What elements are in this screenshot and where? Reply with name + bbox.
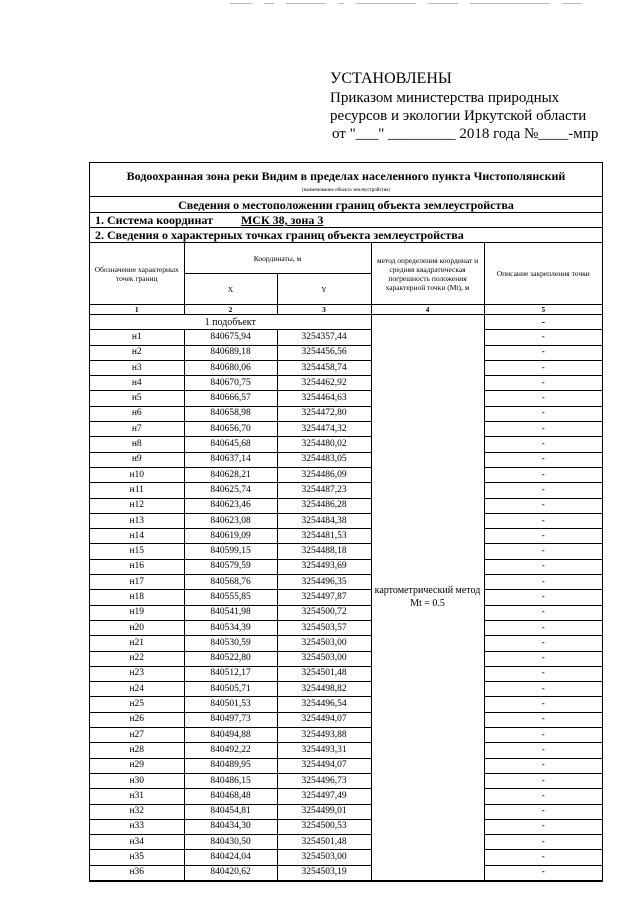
coord-y: 3254494,07: [277, 712, 371, 727]
table-row: [90, 666, 602, 681]
table-row: [90, 590, 602, 605]
col-number: 3: [277, 305, 371, 315]
coord-y: 3254458,74: [277, 360, 371, 375]
point-description: -: [484, 376, 602, 391]
point-id: н19: [90, 605, 184, 620]
point-description: -: [484, 743, 602, 758]
point-id: н22: [90, 651, 184, 666]
table-row: [90, 529, 602, 544]
table-row: [90, 575, 602, 590]
coord-x: 840625,74: [184, 483, 277, 498]
point-description: -: [484, 437, 602, 452]
coord-x: 840512,17: [184, 666, 277, 681]
coord-x: 840497,73: [184, 712, 277, 727]
coord-x: 840534,39: [184, 620, 277, 635]
point-description: -: [484, 498, 602, 513]
point-id: н1: [90, 330, 184, 345]
coord-y: 3254493,69: [277, 559, 371, 574]
subobject-row: [90, 315, 602, 330]
point-description: -: [484, 360, 602, 375]
table-row: [90, 835, 602, 850]
coord-x: 840522,80: [184, 651, 277, 666]
coord-system-row: [90, 213, 602, 228]
point-description: -: [484, 391, 602, 406]
table-row: [90, 651, 602, 666]
table-row: [90, 728, 602, 743]
point-description: -: [484, 513, 602, 528]
coord-x: 840628,21: [184, 467, 277, 482]
col-number: 5: [484, 305, 602, 315]
point-id: н30: [90, 773, 184, 788]
coord-x: 840666,57: [184, 391, 277, 406]
coord-y: 3254474,32: [277, 422, 371, 437]
document-title: Водоохранная зона реки Видим в пределах населенного пункта Чистополянский: [126, 169, 566, 183]
point-description: -: [484, 819, 602, 834]
point-id: н16: [90, 559, 184, 574]
point-id: н28: [90, 743, 184, 758]
coord-x: 840468,48: [184, 789, 277, 804]
coord-y: 3254500,72: [277, 605, 371, 620]
coord-y: 3254488,18: [277, 544, 371, 559]
coord-x: 840492,22: [184, 743, 277, 758]
point-description: -: [484, 728, 602, 743]
coord-x: 840623,46: [184, 498, 277, 513]
coord-x: 840623,08: [184, 513, 277, 528]
point-id: н24: [90, 682, 184, 697]
coord-y: 3254487,23: [277, 483, 371, 498]
coord-y: 3254486,09: [277, 467, 371, 482]
method-cell: картометрический метод Mt = 0.5: [371, 315, 484, 881]
point-id: н26: [90, 712, 184, 727]
table-row: [90, 620, 602, 635]
point-description: -: [484, 697, 602, 712]
coord-y: 3254496,73: [277, 773, 371, 788]
coord-x: 840486,15: [184, 773, 277, 788]
point-id: н2: [90, 345, 184, 360]
coord-y: 3254501,48: [277, 835, 371, 850]
point-id: н15: [90, 544, 184, 559]
table-row: [90, 452, 602, 467]
document-title-row: [90, 163, 602, 197]
coord-x: 840430,50: [184, 835, 277, 850]
coord-y: 3254462,92: [277, 376, 371, 391]
table-row: [90, 682, 602, 697]
coord-x: 840619,09: [184, 529, 277, 544]
point-id: н6: [90, 406, 184, 421]
point-id: н8: [90, 437, 184, 452]
coord-x: 840599,15: [184, 544, 277, 559]
coord-y: 3254493,31: [277, 743, 371, 758]
point-id: н9: [90, 452, 184, 467]
coord-y: 3254357,44: [277, 330, 371, 345]
coord-x: 840489,95: [184, 758, 277, 773]
point-description: -: [484, 406, 602, 421]
coord-y: 3254497,49: [277, 789, 371, 804]
coord-y: 3254496,35: [277, 575, 371, 590]
coord-x: 840675,94: [184, 330, 277, 345]
coord-x: 840541,98: [184, 605, 277, 620]
point-description: -: [484, 345, 602, 360]
header-method: метод определения координат и средняя квадратическая погрешность положения характерной точки (Mt), м: [371, 243, 484, 305]
header-description: Описание закрепления точки: [484, 243, 602, 305]
point-id: н13: [90, 513, 184, 528]
point-description: -: [484, 575, 602, 590]
table-row: [90, 559, 602, 574]
table-row: [90, 850, 602, 865]
coord-y: 3254497,87: [277, 590, 371, 605]
point-id: н18: [90, 590, 184, 605]
coord-y: 3254498,82: [277, 682, 371, 697]
approval-line-3: от "___" _________ 2018 года №____-мпр: [332, 126, 599, 142]
point-description: -: [484, 529, 602, 544]
subobject-description: -: [484, 315, 602, 330]
table-row: [90, 437, 602, 452]
point-description: -: [484, 789, 602, 804]
point-description: -: [484, 422, 602, 437]
coord-system-value: МСК 38, зона 3: [240, 213, 324, 227]
coord-x: 840637,14: [184, 452, 277, 467]
coord-y: 3254501,48: [277, 666, 371, 681]
point-id: н3: [90, 360, 184, 375]
coord-x: 840420,62: [184, 865, 277, 880]
subobject-label: 1 подобъект: [90, 315, 371, 330]
coord-y: 3254503,00: [277, 636, 371, 651]
scan-artifacts: [230, 3, 610, 7]
boundary-sheet: [89, 162, 603, 882]
table-row: [90, 636, 602, 651]
point-id: н12: [90, 498, 184, 513]
coord-y: 3254499,01: [277, 804, 371, 819]
coord-x: 840530,59: [184, 636, 277, 651]
table-row: [90, 483, 602, 498]
point-id: н17: [90, 575, 184, 590]
table-row: [90, 605, 602, 620]
coord-y: 3254503,19: [277, 865, 371, 880]
coord-x: 840656,70: [184, 422, 277, 437]
header-y: Y: [277, 274, 371, 305]
coord-y: 3254464,63: [277, 391, 371, 406]
coord-y: 3254480,02: [277, 437, 371, 452]
point-id: н34: [90, 835, 184, 850]
point-description: -: [484, 636, 602, 651]
table-row: [90, 376, 602, 391]
header-coords: Координаты, м: [184, 243, 371, 274]
point-id: н4: [90, 376, 184, 391]
table-row: [90, 758, 602, 773]
coord-y: 3254503,00: [277, 651, 371, 666]
col-number: 2: [184, 305, 277, 315]
point-description: -: [484, 544, 602, 559]
point-id: н14: [90, 529, 184, 544]
table-row: [90, 391, 602, 406]
point-description: -: [484, 590, 602, 605]
coord-x: 840689,18: [184, 345, 277, 360]
coord-x: 840658,98: [184, 406, 277, 421]
point-description: -: [484, 712, 602, 727]
point-id: н23: [90, 666, 184, 681]
coord-x: 840454,81: [184, 804, 277, 819]
coord-y: 3254496,54: [277, 697, 371, 712]
point-id: н33: [90, 819, 184, 834]
point-id: н20: [90, 620, 184, 635]
coord-y: 3254472,80: [277, 406, 371, 421]
coord-y: 3254484,38: [277, 513, 371, 528]
coord-y: 3254500,53: [277, 819, 371, 834]
point-description: -: [484, 835, 602, 850]
table-row: [90, 498, 602, 513]
point-description: -: [484, 773, 602, 788]
point-id: н7: [90, 422, 184, 437]
point-description: -: [484, 682, 602, 697]
table-row: [90, 804, 602, 819]
point-id: н10: [90, 467, 184, 482]
table-row: [90, 712, 602, 727]
coord-x: 840670,75: [184, 376, 277, 391]
coord-x: 840434,30: [184, 819, 277, 834]
approval-line-2: ресурсов и экологии Иркутской области: [330, 108, 587, 124]
table-row: [90, 789, 602, 804]
point-description: -: [484, 651, 602, 666]
point-description: -: [484, 330, 602, 345]
header-x: X: [184, 274, 277, 305]
coord-x: 840680,06: [184, 360, 277, 375]
point-description: -: [484, 666, 602, 681]
coord-x: 840505,71: [184, 682, 277, 697]
point-description: -: [484, 758, 602, 773]
table-row: [90, 697, 602, 712]
table-row: [90, 467, 602, 482]
coord-x: 840494,88: [184, 728, 277, 743]
point-description: -: [484, 483, 602, 498]
point-id: н5: [90, 391, 184, 406]
point-id: н31: [90, 789, 184, 804]
points-section-title: 2. Сведения о характерных точках границ объекта землеустройства: [90, 228, 602, 243]
coord-x: 840645,68: [184, 437, 277, 452]
point-description: -: [484, 452, 602, 467]
point-id: н21: [90, 636, 184, 651]
coord-y: 3254503,00: [277, 850, 371, 865]
table-row: [90, 544, 602, 559]
coord-x: 840501,53: [184, 697, 277, 712]
table-row: [90, 360, 602, 375]
approval-title: УСТАНОВЛЕНЫ: [330, 70, 452, 87]
col-number: 1: [90, 305, 184, 315]
table-row: [90, 513, 602, 528]
coord-y: 3254494,07: [277, 758, 371, 773]
point-id: н11: [90, 483, 184, 498]
table-row: [90, 345, 602, 360]
point-description: -: [484, 850, 602, 865]
col-number: 4: [371, 305, 484, 315]
point-id: н32: [90, 804, 184, 819]
point-description: -: [484, 467, 602, 482]
point-description: -: [484, 605, 602, 620]
point-id: н27: [90, 728, 184, 743]
table-row: [90, 773, 602, 788]
coord-y: 3254486,28: [277, 498, 371, 513]
section-title: Сведения о местоположении границ объекта землеустройства: [90, 197, 602, 213]
point-description: -: [484, 865, 602, 880]
approval-line-1: Приказом министерства природных: [330, 90, 560, 106]
coord-y: 3254481,53: [277, 529, 371, 544]
table-row: [90, 330, 602, 345]
point-description: -: [484, 620, 602, 635]
coord-x: 840568,76: [184, 575, 277, 590]
point-id: н29: [90, 758, 184, 773]
point-id: н25: [90, 697, 184, 712]
points-table: [90, 243, 602, 881]
point-description: -: [484, 559, 602, 574]
document-title-note: (наименование объекта землеустройства): [301, 188, 391, 193]
table-row: [90, 865, 602, 880]
coord-x: 840579,59: [184, 559, 277, 574]
table-row: [90, 406, 602, 421]
approval-block: [330, 70, 630, 143]
point-description: -: [484, 804, 602, 819]
table-row: [90, 743, 602, 758]
coord-y: 3254493,88: [277, 728, 371, 743]
point-id: н35: [90, 850, 184, 865]
coord-x: 840555,85: [184, 590, 277, 605]
table-row: [90, 819, 602, 834]
coord-system-label: 1. Система координат: [95, 213, 213, 227]
coord-y: 3254456,56: [277, 345, 371, 360]
coord-x: 840424,04: [184, 850, 277, 865]
coord-y: 3254483,05: [277, 452, 371, 467]
header-point: Обозначение характерных точек границ: [90, 243, 184, 305]
coord-y: 3254503,57: [277, 620, 371, 635]
table-row: [90, 422, 602, 437]
point-id: н36: [90, 865, 184, 880]
